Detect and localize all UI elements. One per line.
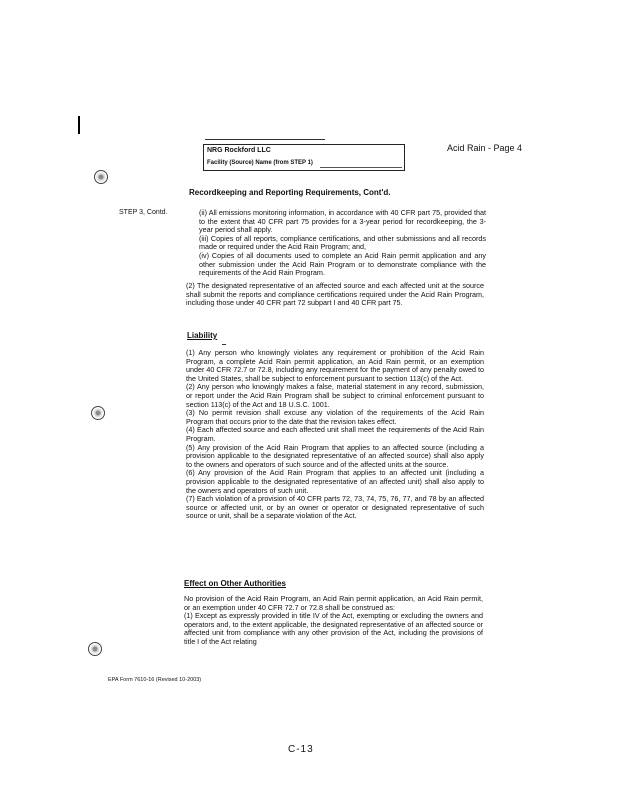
liability-item: (6) Any provision of the Acid Rain Program that applies to an affected unit (including a provision applicable to the designated representative of an affected unit) shall also apply to the owners and operators of such unit. (186, 468, 484, 495)
recordkeeping-para2: (2) The designated representative of an affected source and each affected unit at the source shall submit the reports and compliance certifications required under the Acid Rain Program, including those under 40 CFR part 72 subpart I and 40 CFR part 75. (186, 281, 484, 308)
facility-underline (320, 167, 402, 168)
recordkeeping-paragraph (186, 282, 484, 308)
liability-item: (1) Any person who knowingly violates any requirement or prohibition of the Acid Rain Program, a complete Acid Rain permit application, an Acid Rain permit, or an exemption under 40 CFR 72.7 or 72.8, including any requirement for the payment of any penalty owed to the United States, shall be subject to enforcement pursuant to section 113(c) of the Act. (186, 348, 484, 383)
recordkeeping-items (199, 209, 486, 278)
page-number: C-13 (288, 744, 314, 755)
effect-intro: No provision of the Acid Rain Program, an Acid Rain permit application, an Acid Rain permit, or an exemption under 40 CFR 72.7 or 72.8 shall be construed as: (184, 594, 483, 612)
step-label: STEP 3, Contd. (119, 209, 168, 216)
facility-sublabel: Facility (Source) Name (from STEP 1) (207, 160, 313, 166)
page-label: Acid Rain - Page 4 (447, 143, 523, 153)
liability-heading: Liability (187, 331, 218, 340)
punch-hole-icon (91, 406, 105, 420)
effect-heading: Effect on Other Authorities (184, 579, 286, 588)
punch-hole-icon (94, 170, 108, 184)
liability-item: (4) Each affected source and each affected unit shall meet the requirements of the Acid Rain Program. (186, 425, 484, 443)
form-number: EPA Form 7610-16 (Revised 10-2003) (108, 677, 202, 683)
recordkeeping-heading: Recordkeeping and Reporting Requirements, Cont'd. (189, 188, 391, 197)
heading-mark (222, 344, 226, 345)
liability-items (186, 349, 484, 521)
recordkeeping-item: (ii) All emissions monitoring information, in accordance with 40 CFR part 75, provided that to the extent that 40 CFR part 75 provides for a 3-year period for recordkeeping, the 3-year period shall apply. (199, 208, 486, 235)
facility-name: NRG Rockford LLC (207, 147, 271, 154)
effect-item: (1) Except as expressly provided in title IV of the Act, exempting or excluding the owners and operators and, to the extent applicable, the designated representative of an affected source or affected unit from compliance with any other provision of the Act, including the provisions of title I of the Act relating (184, 611, 483, 646)
header-rule (205, 139, 325, 140)
liability-item: (2) Any person who knowingly makes a false, material statement in any record, submission, or report under the Acid Rain Program shall be subject to criminal enforcement pursuant to section 113(c) of the Act and 18 U.S.C. 1001. (186, 382, 484, 409)
liability-item: (7) Each violation of a provision of 40 CFR parts 72, 73, 74, 75, 76, 77, and 78 by an affected source or affected unit, or by an owner or operator or designated representative of such source or unit, shall be a separate violation of the Act. (186, 494, 484, 521)
effect-text (184, 595, 483, 647)
liability-item: (5) Any provision of the Acid Rain Program that applies to an affected source (including a provision applicable to the designated representative of an affected source) shall also apply to the owners and operators of such source and of the affected units at the source. (186, 442, 484, 469)
recordkeeping-item: (iv) Copies of all documents used to complete an Acid Rain permit application and any other submission under the Acid Rain Program or to demonstrate compliance with the requirements of the Acid Rain Program. (199, 250, 486, 278)
punch-hole-icon (88, 642, 102, 656)
margin-bar (78, 116, 80, 134)
liability-item: (3) No permit revision shall excuse any violation of the requirements of the Acid Rain Program that occurs prior to the date that the revision takes effect. (186, 408, 484, 426)
recordkeeping-item: (iii) Copies of all reports, compliance certifications, and other submissions and all records made or required under the Acid Rain Program; and, (199, 233, 486, 252)
